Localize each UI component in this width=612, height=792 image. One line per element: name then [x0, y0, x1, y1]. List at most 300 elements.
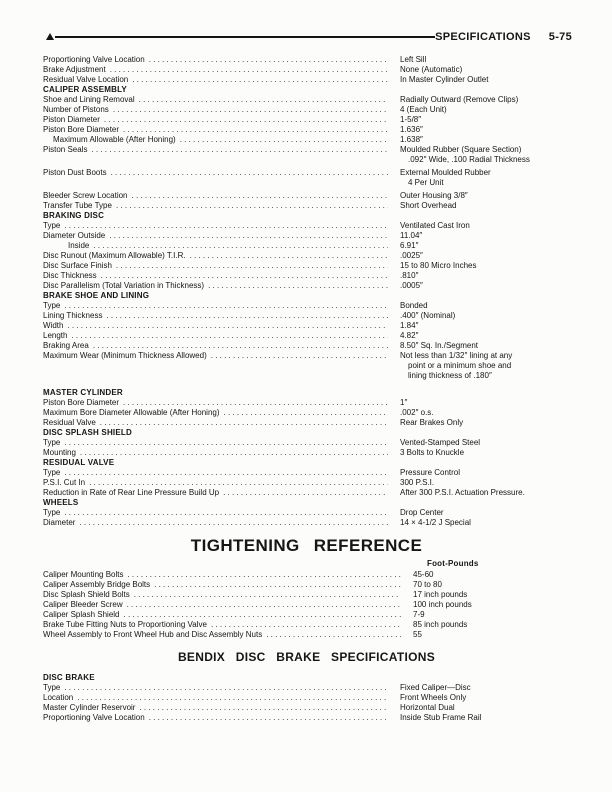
row-label-cell [43, 291, 400, 301]
row-value-line: Moulded Rubber (Square Section) [400, 145, 522, 154]
row-value-line: 1″ [400, 398, 408, 407]
row-label: Disc Parallelism (Total Variation in Thickness) [43, 281, 205, 290]
spec-row [43, 241, 570, 251]
row-label-cell [43, 221, 400, 231]
spec-row [43, 95, 570, 105]
dot-leader [106, 311, 388, 321]
section-header-label: RESIDUAL VALVE [43, 458, 115, 467]
dot-leader [104, 115, 388, 125]
row-value-line: Not less than 1/32″ lining at any [400, 351, 513, 360]
row-value-line: 7-9 [413, 610, 425, 619]
spec-row [43, 55, 570, 65]
spec-row [43, 191, 570, 201]
spec-row [43, 518, 570, 528]
section-header-label: DISC BRAKE [43, 673, 95, 682]
dot-leader [91, 145, 388, 155]
row-label-cell [43, 251, 400, 261]
row-label-cell [43, 301, 400, 311]
row-value [400, 418, 570, 428]
row-value [413, 580, 570, 590]
row-value [400, 438, 570, 448]
dot-leader [224, 408, 388, 418]
row-label-cell [43, 458, 400, 468]
row-label: Shoe and Lining Removal [43, 95, 135, 104]
row-value-line: .0005″ [400, 281, 423, 290]
row-label: Inside [68, 241, 90, 250]
section-header-row [43, 458, 570, 468]
section-header-label: MASTER CYLINDER [43, 388, 123, 397]
section-header-label: WHEELS [43, 498, 79, 507]
dot-leader [139, 95, 388, 105]
row-value-line: 300 P.S.I. [400, 478, 435, 487]
row-label-cell [43, 311, 400, 321]
section-header-row [43, 428, 570, 438]
row-label-cell [43, 713, 400, 723]
row-value [400, 488, 570, 498]
dot-leader [266, 630, 401, 640]
section-header-row [43, 498, 570, 508]
row-label: Type [43, 301, 61, 310]
dot-leader [116, 201, 388, 211]
row-value [400, 281, 570, 291]
row-label-cell [43, 351, 400, 361]
spec-row [43, 341, 570, 351]
dot-leader [64, 438, 388, 448]
spec-row [43, 261, 570, 271]
row-value [400, 145, 570, 165]
row-label-cell [43, 85, 400, 95]
row-value [400, 478, 570, 488]
row-value-line: .400″ (Nominal) [400, 311, 456, 320]
spec-row [43, 448, 570, 458]
row-value-line: point or a minimum shoe and [408, 361, 512, 370]
row-label: Brake Adjustment [43, 65, 106, 74]
section-header-label: BRAKING DISC [43, 211, 105, 220]
dot-leader [124, 610, 402, 620]
row-label: Proportioning Valve Location [43, 713, 145, 722]
row-value-line: 1.636″ [400, 125, 423, 134]
row-label: Residual Valve Location [43, 75, 129, 84]
triangle-marker-icon [46, 33, 54, 40]
row-label: Piston Bore Diameter [43, 125, 120, 134]
row-label-cell [43, 518, 400, 528]
row-label-cell [43, 600, 413, 610]
row-value [400, 221, 570, 231]
dot-leader [79, 518, 388, 528]
row-value-line: .002″ o.s. [400, 408, 434, 417]
row-value-line: Drop Center [400, 508, 444, 517]
spec-row [43, 468, 570, 478]
row-label-cell [43, 683, 400, 693]
row-value-line: 11.04″ [400, 231, 423, 240]
row-value-line: 8.50″ Sq. In./Segment [400, 341, 478, 350]
row-value [400, 321, 570, 331]
dot-leader [149, 55, 388, 65]
dot-leader [64, 301, 388, 311]
row-value [400, 65, 570, 75]
row-label-cell [43, 261, 400, 271]
row-value-line: 55 [413, 630, 422, 639]
row-label: Transfer Tube Type [43, 201, 112, 210]
row-label: Reduction in Rate of Rear Line Pressure Build Up [43, 488, 220, 497]
row-value-line: None (Automatic) [400, 65, 463, 74]
spec-row [43, 201, 570, 211]
row-value [400, 311, 570, 321]
dot-leader [109, 231, 388, 241]
row-label: Caliper Mounting Bolts [43, 570, 124, 579]
row-label-cell [43, 478, 400, 488]
page-header-title: SPECIFICATIONS [435, 31, 531, 43]
row-value-line: Vented-Stamped Steel [400, 438, 481, 447]
section-header-row [43, 388, 570, 398]
row-label: P.S.I. Cut In [43, 478, 86, 487]
row-label: Type [43, 221, 61, 230]
spec-row [43, 281, 570, 291]
spec-row [43, 271, 570, 281]
dot-leader [100, 418, 388, 428]
row-label-cell [43, 115, 400, 125]
row-label: Bleeder Screw Location [43, 191, 128, 200]
row-value [400, 518, 570, 528]
row-value [400, 105, 570, 115]
row-label: Type [43, 468, 61, 477]
spec-row [43, 351, 570, 381]
row-label-cell [43, 428, 400, 438]
row-value-line: 14 × 4-1/2 J Special [400, 518, 471, 527]
spec-row [43, 65, 570, 75]
row-label-cell [43, 191, 400, 201]
row-label-cell [43, 620, 413, 630]
row-value-line: 4.82″ [400, 331, 419, 340]
row-label-cell [43, 418, 400, 428]
row-value [400, 271, 570, 281]
row-label: Maximum Allowable (After Honing) [53, 135, 176, 144]
tightening-reference-table [43, 570, 570, 640]
row-value [400, 55, 570, 65]
row-label: Diameter Outside [43, 231, 106, 240]
row-label: Lining Thickness [43, 311, 103, 320]
dot-leader [132, 191, 389, 201]
bendix-title: BENDIX DISC BRAKE SPECIFICATIONS [177, 650, 436, 664]
dot-leader [127, 570, 401, 580]
row-value [400, 693, 570, 703]
row-value [413, 630, 570, 640]
row-value-line: Left Sill [400, 55, 427, 64]
section-header-row [43, 211, 570, 221]
row-label: Caliper Splash Shield [43, 610, 120, 619]
dot-leader [154, 580, 401, 590]
row-label: Mounting [43, 448, 76, 457]
row-value-line: Fixed Caliper—Disc [400, 683, 471, 692]
row-label-cell [43, 271, 400, 281]
row-value [400, 125, 570, 135]
row-value-line: 4 Per Unit [408, 178, 444, 187]
row-label: Disc Thickness [43, 271, 97, 280]
row-value [400, 508, 570, 518]
row-value-line: 1.638″ [400, 135, 423, 144]
section-header-label: BRAKE SHOE AND LINING [43, 291, 150, 300]
row-value-line: .092″ Wide, .100 Radial Thickness [408, 155, 530, 164]
row-label-cell [43, 105, 400, 115]
dot-leader [211, 351, 388, 361]
row-label: Disc Splash Shield Bolts [43, 590, 130, 599]
spec-row [43, 693, 570, 703]
dot-leader [110, 65, 388, 75]
row-label-cell [43, 321, 400, 331]
row-label-cell [43, 125, 400, 135]
row-label: Disc Surface Finish [43, 261, 112, 270]
row-value-line: Pressure Control [400, 468, 461, 477]
row-label: Maximum Wear (Minimum Thickness Allowed) [43, 351, 207, 360]
spec-row [43, 115, 570, 125]
row-label: Braking Area [43, 341, 89, 350]
row-label-cell [43, 488, 400, 498]
row-label: Residual Valve [43, 418, 96, 427]
row-label: Width [43, 321, 64, 330]
row-label: Master Cylinder Reservoir [43, 703, 136, 712]
spec-row [43, 620, 570, 630]
row-value [400, 408, 570, 418]
row-value [400, 251, 570, 261]
spec-row [43, 590, 570, 600]
row-value [400, 683, 570, 693]
row-label: Length [43, 331, 68, 340]
row-label-cell [43, 630, 413, 640]
row-label-cell [43, 398, 400, 408]
section-header-row [43, 291, 570, 301]
row-value [400, 95, 570, 105]
row-value-line: 15 to 80 Micro Inches [400, 261, 477, 270]
spec-row [43, 75, 570, 85]
spec-row [43, 398, 570, 408]
row-value-line: Outer Housing 3/8″ [400, 191, 468, 200]
row-value [413, 620, 570, 630]
row-value-line: 1.84″ [400, 321, 419, 330]
page-header [46, 31, 572, 43]
row-value-line: Rear Brakes Only [400, 418, 464, 427]
spec-row [43, 570, 570, 580]
row-label-cell [43, 508, 400, 518]
row-value [400, 351, 570, 381]
row-label: Piston Seals [43, 145, 88, 154]
row-label-cell [43, 673, 400, 683]
row-label-cell [43, 580, 413, 590]
spec-row [43, 580, 570, 590]
spec-row [43, 508, 570, 518]
row-label: Maximum Bore Diameter Allowable (After Honing) [43, 408, 220, 417]
row-value-line: In Master Cylinder Outlet [400, 75, 489, 84]
row-label: Location [43, 693, 74, 702]
row-label: Caliper Bleeder Screw [43, 600, 123, 609]
row-label: Type [43, 508, 61, 517]
row-label: Type [43, 683, 61, 692]
row-label-cell [43, 65, 400, 75]
row-value [400, 201, 570, 211]
row-value [400, 261, 570, 271]
spec-row [43, 408, 570, 418]
section-header-row [43, 85, 570, 95]
row-value [413, 590, 570, 600]
spec-row [43, 418, 570, 428]
row-value [400, 191, 570, 201]
row-label-cell [43, 570, 413, 580]
row-value-line: 6.91″ [400, 241, 419, 250]
row-value [400, 241, 570, 251]
row-value-line: Bonded [400, 301, 428, 310]
row-label-cell [43, 388, 400, 398]
row-label-cell [43, 590, 413, 600]
row-value [413, 600, 570, 610]
spec-row [43, 125, 570, 135]
row-value-line: .0025″ [400, 251, 423, 260]
row-value-line: 85 inch pounds [413, 620, 468, 629]
row-value-line: lining thickness of .180″ [408, 371, 492, 380]
row-label-cell [43, 135, 400, 145]
row-value [400, 341, 570, 351]
bendix-spec-table [43, 673, 570, 723]
spec-row [43, 610, 570, 620]
dot-leader [132, 75, 388, 85]
row-value [400, 231, 570, 241]
row-value-line: After 300 P.S.I. Actuation Pressure. [400, 488, 525, 497]
dot-leader [111, 168, 388, 178]
row-label-cell [43, 168, 400, 178]
row-label: Piston Dust Boots [43, 168, 107, 177]
row-value [400, 75, 570, 85]
row-value-line: 100 inch pounds [413, 600, 472, 609]
section-header-label: CALIPER ASSEMBLY [43, 85, 127, 94]
dot-leader [149, 713, 388, 723]
dot-leader [113, 105, 388, 115]
dot-leader [208, 281, 388, 291]
row-label-cell [43, 75, 400, 85]
row-label-cell [43, 468, 400, 478]
row-value-line: 4 (Each Unit) [400, 105, 447, 114]
row-value [400, 448, 570, 458]
row-label-cell [43, 95, 400, 105]
row-value [413, 570, 570, 580]
spec-row [43, 703, 570, 713]
spec-row [43, 221, 570, 231]
row-label: Piston Diameter [43, 115, 100, 124]
row-value [400, 468, 570, 478]
row-value-line: 17 inch pounds [413, 590, 468, 599]
row-value-line: Horizontal Dual [400, 703, 455, 712]
section-header-row [43, 673, 570, 683]
row-value [400, 713, 570, 723]
row-value [400, 168, 570, 188]
row-label: Type [43, 438, 61, 447]
spec-row [43, 683, 570, 693]
row-value-line: 1-5/8″ [400, 115, 422, 124]
row-label-cell [43, 281, 400, 291]
row-label: Disc Runout (Maximum Allowable) T.I.R. [43, 251, 186, 260]
row-label-cell [43, 231, 400, 241]
dot-leader [71, 331, 388, 341]
row-value-line: Front Wheels Only [400, 693, 467, 702]
dot-leader [64, 508, 388, 518]
row-value-line: Inside Stub Frame Rail [400, 713, 482, 722]
row-value-line: Radially Outward (Remove Clips) [400, 95, 519, 104]
row-label: Number of Pistons [43, 105, 109, 114]
row-value [400, 331, 570, 341]
spec-row [43, 331, 570, 341]
dot-leader [64, 221, 388, 231]
spec-row [43, 145, 570, 165]
dot-leader [64, 468, 388, 478]
section-header-label: DISC SPLASH SHIELD [43, 428, 132, 437]
row-value-line: 3 Bolts to Knuckle [400, 448, 465, 457]
dot-leader [123, 125, 388, 135]
row-label-cell [43, 703, 400, 713]
row-label: Diameter [43, 518, 76, 527]
spec-row [43, 135, 570, 145]
row-label-cell [43, 241, 400, 251]
tightening-reference-title: TIGHTENING REFERENCE [190, 536, 423, 555]
row-label-cell [43, 341, 400, 351]
row-label-cell [43, 145, 400, 155]
row-label-cell [43, 438, 400, 448]
dot-leader [139, 703, 388, 713]
row-value [413, 610, 570, 620]
dot-leader [190, 251, 388, 261]
spec-row [43, 301, 570, 311]
row-label: Piston Bore Diameter [43, 398, 120, 407]
dot-leader [123, 398, 388, 408]
row-value [400, 115, 570, 125]
dot-leader [80, 448, 388, 458]
row-value [400, 135, 570, 145]
dot-leader [93, 341, 388, 351]
row-label-cell [43, 448, 400, 458]
dot-leader [116, 261, 388, 271]
spec-row [43, 630, 570, 640]
dot-leader [211, 620, 401, 630]
spec-row [43, 438, 570, 448]
spec-row [43, 311, 570, 321]
specifications-table [43, 55, 570, 528]
dot-leader [77, 693, 388, 703]
spec-row [43, 321, 570, 331]
row-label-cell [43, 610, 413, 620]
header-rule [55, 36, 435, 38]
dot-leader [89, 478, 388, 488]
row-value-line: Ventilated Cast Iron [400, 221, 470, 230]
row-label-cell [43, 693, 400, 703]
row-value [400, 703, 570, 713]
spec-row [43, 713, 570, 723]
row-value [400, 398, 570, 408]
dot-leader [67, 321, 388, 331]
dot-leader [101, 271, 388, 281]
row-label: Wheel Assembly to Front Wheel Hub and Disc Assembly Nuts [43, 630, 263, 639]
row-value-line: 70 to 80 [413, 580, 442, 589]
row-value-line: Short Overhead [400, 201, 457, 210]
foot-pounds-column-header: Foot-Pounds [427, 559, 479, 568]
dot-leader [64, 683, 388, 693]
row-label-cell [43, 408, 400, 418]
row-value-line: External Moulded Rubber [400, 168, 491, 177]
spec-row [43, 600, 570, 610]
row-label: Proportioning Valve Location [43, 55, 145, 64]
dot-leader [134, 590, 401, 600]
spec-row [43, 251, 570, 261]
row-value-line: .810″ [400, 271, 419, 280]
spec-row [43, 488, 570, 498]
row-label-cell [43, 331, 400, 341]
row-value-line: 45-60 [413, 570, 434, 579]
row-label-cell [43, 55, 400, 65]
